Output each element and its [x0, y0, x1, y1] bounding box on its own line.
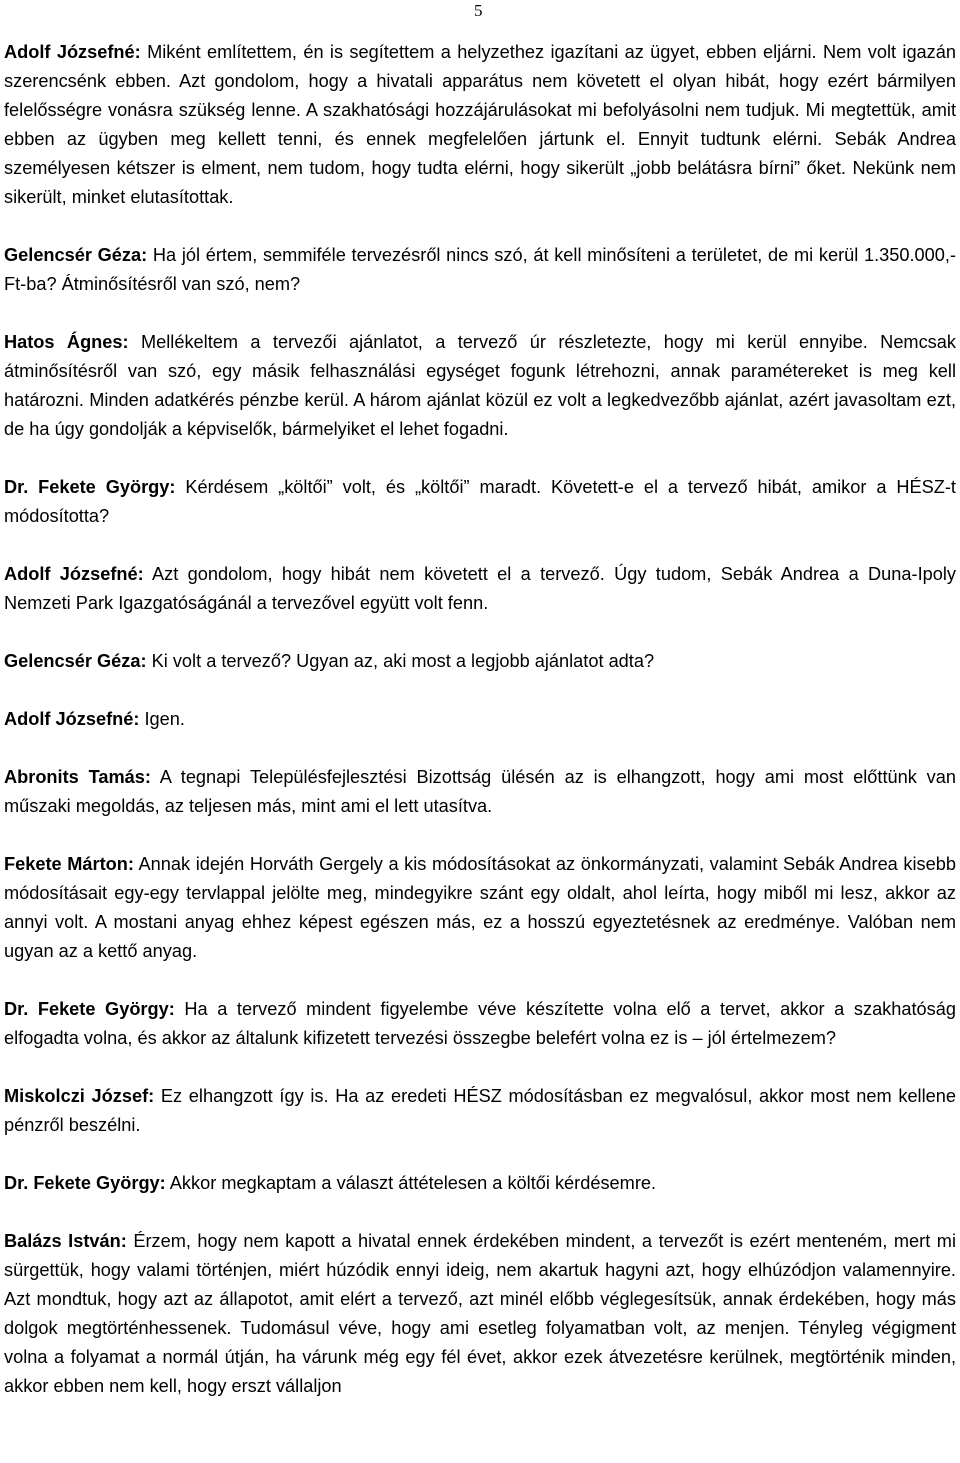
- statement-text: Miként említettem, én is segítettem a helyzethez igazítani az ügyet, ebben eljárni. Nem volt igazán szerencsénk ebben. Azt gondolom, hogy a hivatali apparátus nem követett el olyan hibát, hogy ezért bármilyen felelősségre vonásra szükség lenne. A szakhatósági hozzájárulásokat mi befolyásolni nem tudjuk. Mi megtettük, amit ebben az ügyben meg kellett tenni, és ennek megfelelően jártunk el. Ennyit tudtunk elérni. Sebák Andrea személyesen kétszer is elment, nem tudom, hogy tudta elérni, hogy sikerült „jobb belátásra bírni” őket. Nekünk nem sikerült, minket elutasítottak.: [4, 42, 956, 207]
- page-number: 5: [474, 1, 483, 20]
- speaker-name: Adolf Józsefné:: [4, 709, 140, 729]
- speaker-name: Fekete Márton:: [4, 854, 134, 874]
- speaker-name: Adolf Józsefné:: [4, 42, 141, 62]
- speaker-name: Dr. Fekete György:: [4, 999, 175, 1019]
- statement-text: Ez elhangzott így is. Ha az eredeti HÉSZ módosításban ez megvalósul, akkor most nem kellene pénzről beszélni.: [4, 1086, 956, 1135]
- transcript-paragraph: [4, 1227, 956, 1401]
- statement-text: Ha a tervező mindent figyelembe véve készítette volna elő a tervet, akkor a szakhatóság elfogadta volna, és akkor az általunk kifizetett tervezési összegbe belefért volna ez is – jól értelmezem?: [4, 999, 956, 1048]
- statement-text: Érzem, hogy nem kapott a hivatal ennek érdekében mindent, a tervezőt is ezért menteném, mert mi sürgettük, hogy valami történjen, miért húzódik ennyi ideig, nem akartuk hagyni azt, hogy elhúzódjon valamennyire. Azt mondtuk, hogy azt az állapotot, amit elért a tervező, azt minél előbb véglegesítsük, annak érdekében, hogy más dolgok megtörténhessenek. Tudomásul véve, hogy ami esetleg folyamatban volt, az menjen. Tényleg végigment volna a folyamat a normál útján, ha várunk még egy fél évet, akkor ezek átvezetésre kerülnek, megtörténik minden, akkor ebben nem kell, hogy erszt vállaljon: [4, 1231, 956, 1396]
- speaker-name: Dr. Fekete György:: [4, 477, 176, 497]
- transcript-paragraph: [4, 1082, 956, 1140]
- statement-text: Kérdésem „költői” volt, és „költői” maradt. Követett-e el a tervező hibát, amikor a HÉSZ-t módosította?: [4, 477, 956, 526]
- speaker-name: Hatos Ágnes:: [4, 332, 129, 352]
- transcript-paragraph: [4, 763, 956, 821]
- transcript-paragraph: [4, 995, 956, 1053]
- statement-text: Ki volt a tervező? Ugyan az, aki most a legjobb ajánlatot adta?: [151, 651, 655, 671]
- transcript-paragraph: [4, 38, 956, 212]
- speaker-name: Gelencsér Géza:: [4, 651, 147, 671]
- transcript-paragraph: [4, 241, 956, 299]
- speaker-name: Gelencsér Géza:: [4, 245, 148, 265]
- transcript-paragraph: [4, 705, 956, 734]
- transcript-paragraph: [4, 1169, 956, 1198]
- statement-text: A tegnapi Településfejlesztési Bizottság ülésén az is elhangzott, hogy ami most előttünk van műszaki megoldás, az teljesen más, mint ami el lett utasítva.: [4, 767, 956, 816]
- statement-text: Azt gondolom, hogy hibát nem követett el a tervező. Úgy tudom, Sebák Andrea a Duna-Ipoly Nemzeti Park Igazgatóságánál a tervezővel együtt volt fenn.: [4, 564, 956, 613]
- speaker-name: Dr. Fekete György:: [4, 1173, 166, 1193]
- statement-text: Mellékeltem a tervezői ajánlatot, a tervező úr részletezte, hogy mi kerül ennyibe. Nemcsak átminősítésről van szó, egy másik felhasználási egységet fogunk létrehozni, annak paramétereket is meg kell határozni. Minden adatkérés pénzbe kerül. A három ajánlat közül ez volt a legkedvezőbb ajánlat, azért javasoltam ezt, de ha úgy gondolják a képviselők, bármelyiket el lehet fogadni.: [4, 332, 956, 439]
- statement-text: Igen.: [144, 709, 185, 729]
- transcript-paragraph: [4, 473, 956, 531]
- speaker-name: Abronits Tamás:: [4, 767, 151, 787]
- transcript-paragraph: [4, 560, 956, 618]
- speaker-name: Miskolczi József:: [4, 1086, 155, 1106]
- transcript-body: [4, 38, 956, 1430]
- transcript-paragraph: [4, 328, 956, 444]
- speaker-name: Adolf Józsefné:: [4, 564, 144, 584]
- speaker-name: Balázs István:: [4, 1231, 127, 1251]
- statement-text: Annak idején Horváth Gergely a kis módosításokat az önkormányzati, valamint Sebák Andrea kisebb módosításait egy-egy tervlappal jelölte meg, mindegyikre szánt egy oldalt, ahol leírta, hogy miből mi lesz, akkor az annyi volt. A mostani anyag ehhez képest egészen más, ez a hosszú egyeztetésnek az eredménye. Valóban nem ugyan az a kettő anyag.: [4, 854, 956, 961]
- statement-text: Ha jól értem, semmiféle tervezésről nincs szó, át kell minősíteni a területet, de mi kerül 1.350.000,- Ft-ba? Átminősítésről van szó, nem?: [4, 245, 956, 294]
- transcript-paragraph: [4, 850, 956, 966]
- transcript-paragraph: [4, 647, 956, 676]
- statement-text: Akkor megkaptam a választ áttételesen a költői kérdésemre.: [169, 1173, 657, 1193]
